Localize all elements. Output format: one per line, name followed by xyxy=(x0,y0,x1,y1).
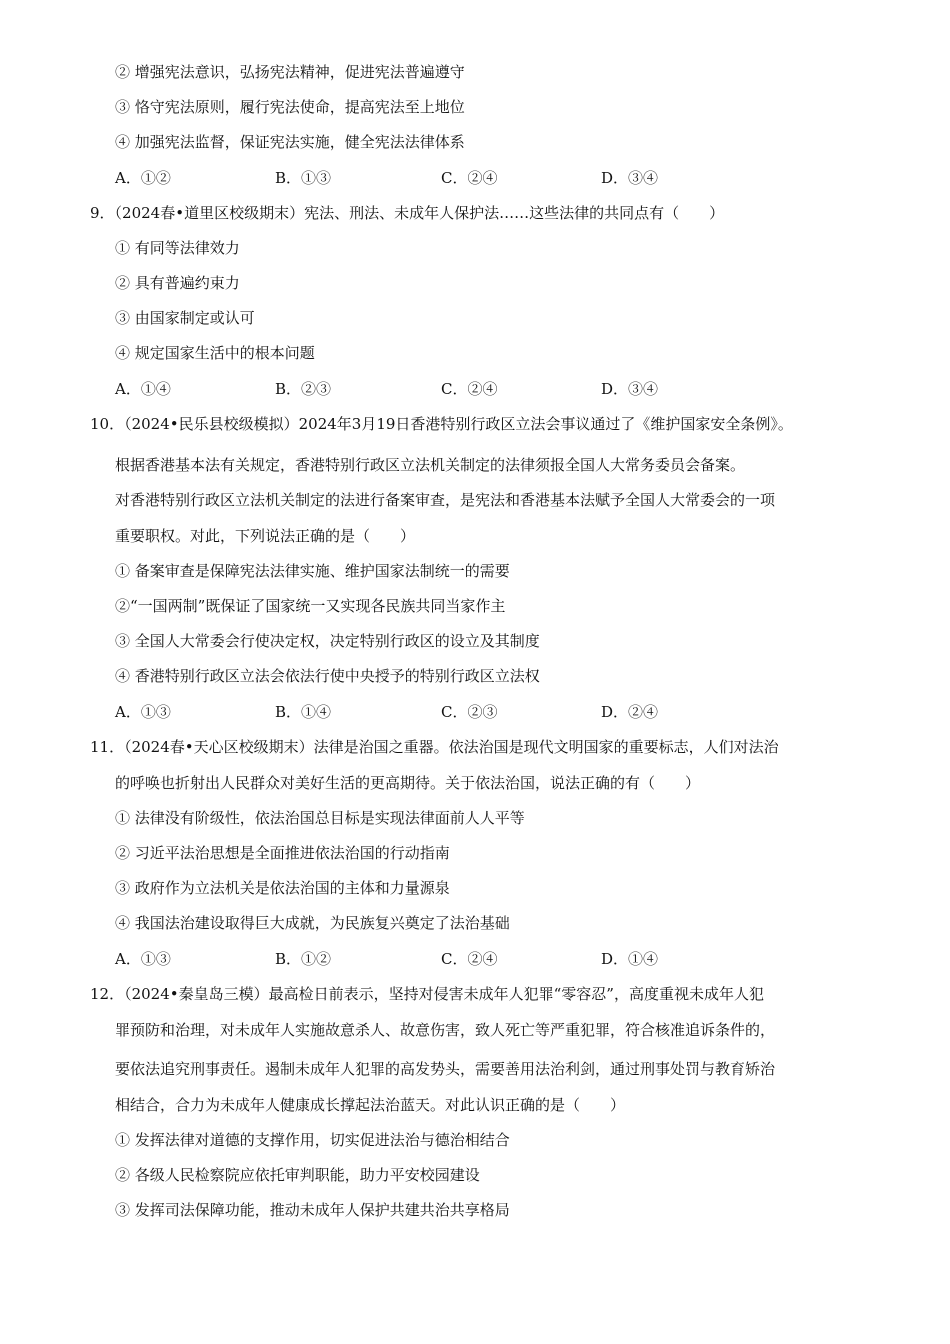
q10-stem-line-1: 10．（2024•民乐县校级模拟）2024年3月19日香港特别行政区立法会事议通过了《维护国家安全条例》。 xyxy=(90,415,793,433)
q11-stem-line-2: 的呼唤也折射出人民群众对美好生活的更高期待。关于依法治国，说法正确的有（ ） xyxy=(115,774,701,792)
q10-option-2: ②“一国两制”既保证了国家统一又实现各民族共同当家作主 xyxy=(115,597,506,615)
q11-choice-a: A．①③ xyxy=(115,950,171,968)
q9-choice-a: A．①④ xyxy=(115,380,171,398)
q12-option-3: ③ 发挥司法保障功能，推动未成年人保护共建共治共享格局 xyxy=(115,1201,510,1219)
q11-choice-c: C．②④ xyxy=(441,950,498,968)
q9-choice-d: D．③④ xyxy=(601,380,659,398)
q11-option-3: ③ 政府作为立法机关是依法治国的主体和力量源泉 xyxy=(115,879,450,897)
q10-option-4: ④ 香港特别行政区立法会依法行使中央授予的特别行政区立法权 xyxy=(115,667,540,685)
q9-choice-b: B．②③ xyxy=(275,380,332,398)
q9-option-3: ③ 由国家制定或认可 xyxy=(115,309,255,327)
q10-choice-d: D．②④ xyxy=(601,703,659,721)
q10-stem-line-2: 根据香港基本法有关规定，香港特别行政区立法机关制定的法律须报全国人大常务委员会备案。 xyxy=(115,456,746,474)
q11-option-2: ② 习近平法治思想是全面推进依法治国的行动指南 xyxy=(115,844,450,862)
q8-choice-a: A．①② xyxy=(115,169,171,187)
q10-choice-b: B．①④ xyxy=(275,703,332,721)
q8-choice-b: B．①③ xyxy=(275,169,332,187)
q10-choice-c: C．②③ xyxy=(441,703,498,721)
q9-choice-c: C．②④ xyxy=(441,380,498,398)
q8-option-2: ② 增强宪法意识，弘扬宪法精神，促进宪法普遍遵守 xyxy=(115,63,465,81)
q9-option-2: ② 具有普遍约束力 xyxy=(115,274,240,292)
q8-choice-d: D．③④ xyxy=(601,169,659,187)
q11-choice-d: D．①④ xyxy=(601,950,659,968)
q9-stem: 9．（2024春•道里区校级期末）宪法、刑法、未成年人保护法……这些法律的共同点有（ ） xyxy=(90,204,725,222)
q12-option-1: ① 发挥法律对道德的支撑作用，切实促进法治与德治相结合 xyxy=(115,1131,510,1149)
q11-stem-line-1: 11．（2024春•天心区校级期末）法律是治国之重器。依法治国是现代文明国家的重要标志，人们对法治 xyxy=(90,738,779,756)
q10-choice-a: A．①③ xyxy=(115,703,171,721)
q11-option-4: ④ 我国法治建设取得巨大成就，为民族复兴奠定了法治基础 xyxy=(115,914,510,932)
q12-stem-line-3: 要依法追究刑事责任。遏制未成年人犯罪的高发势头，需要善用法治利剑，通过刑事处罚与教育矫治 xyxy=(115,1060,776,1078)
q11-option-1: ① 法律没有阶级性，依法治国总目标是实现法律面前人人平等 xyxy=(115,809,525,827)
q10-stem-line-3: 对香港特别行政区立法机关制定的法进行备案审查，是宪法和香港基本法赋予全国人大常委会的一项 xyxy=(115,491,776,509)
q12-stem-line-4: 相结合，合力为未成年人健康成长撑起法治蓝天。对此认识正确的是（ ） xyxy=(115,1096,626,1114)
q10-option-1: ① 备案审查是保障宪法法律实施、维护国家法制统一的需要 xyxy=(115,562,510,580)
q12-option-2: ② 各级人民检察院应依托审判职能，助力平安校园建设 xyxy=(115,1166,480,1184)
q12-stem-line-1: 12．（2024•秦皇岛三模）最高检日前表示，坚持对侵害未成年人犯罪“零容忍”，高度重视未成年人犯 xyxy=(90,985,764,1003)
q10-stem-line-4: 重要职权。对此，下列说法正确的是（ ） xyxy=(115,527,416,545)
q11-choice-b: B．①② xyxy=(275,950,332,968)
q12-stem-line-2: 罪预防和治理，对未成年人实施故意杀人、故意伤害，致人死亡等严重犯罪，符合核准追诉条件的， xyxy=(115,1021,776,1039)
q9-option-1: ① 有同等法律效力 xyxy=(115,239,240,257)
q10-option-3: ③ 全国人大常委会行使决定权，决定特别行政区的设立及其制度 xyxy=(115,632,540,650)
q8-option-3: ③ 恪守宪法原则，履行宪法使命，提高宪法至上地位 xyxy=(115,98,465,116)
q8-option-4: ④ 加强宪法监督，保证宪法实施，健全宪法法律体系 xyxy=(115,133,465,151)
q9-option-4: ④ 规定国家生活中的根本问题 xyxy=(115,344,315,362)
q8-choice-c: C．②④ xyxy=(441,169,498,187)
